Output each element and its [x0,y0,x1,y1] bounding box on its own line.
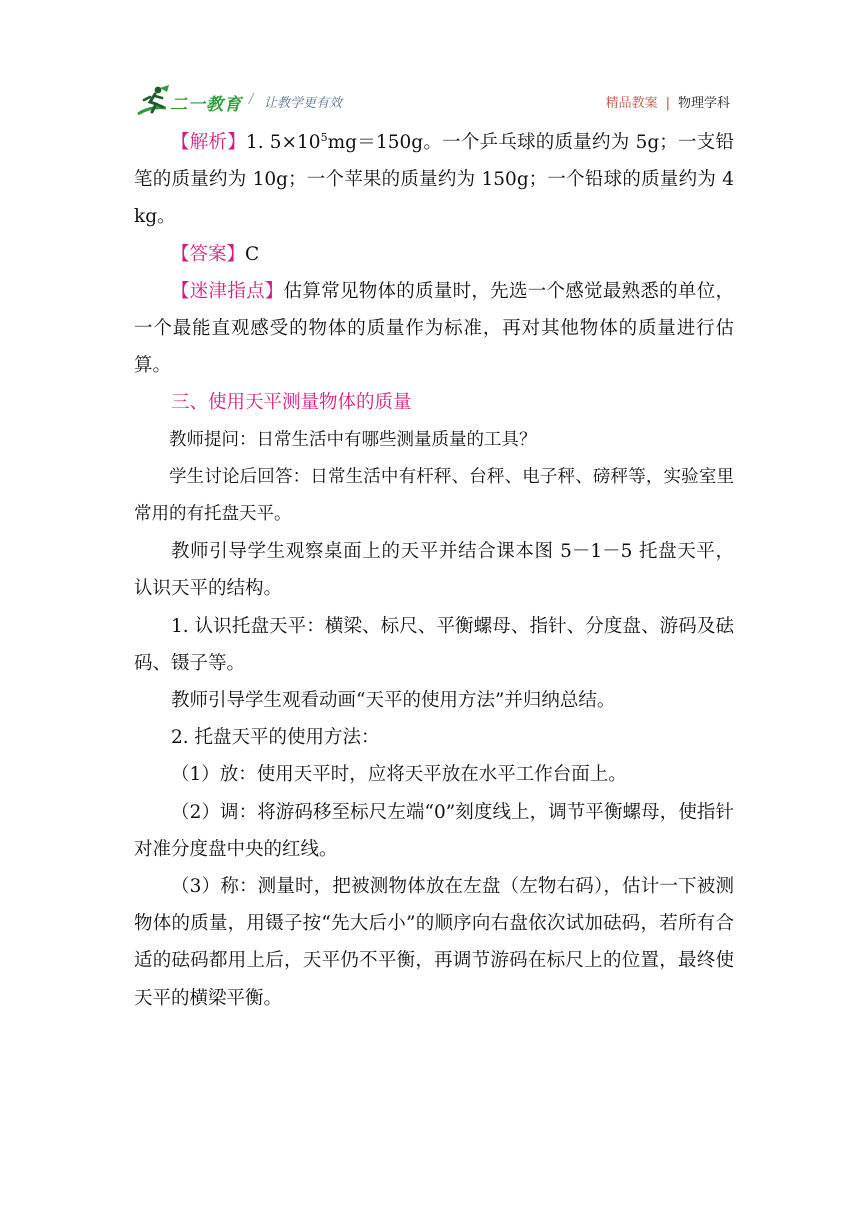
teacher-question: 教师提问：日常生活中有哪些测量质量的工具？ [169,429,537,450]
paragraph-structure: 1. 认识托盘天平：横梁、标尺、平衡螺母、指针、分度盘、游码及砝码、镊子等。 [134,615,734,674]
header-meta [606,92,730,111]
runner-logo-icon [136,84,172,118]
answer-text: C [245,243,260,265]
analysis-tag: 【解析】 [171,132,246,153]
tip-tag: 【迷津指点】 [171,280,284,302]
answer-paragraph [134,236,734,273]
student-answer: 学生讨论后回答：日常生活中有杆秤、台秤、电子秤、磅秤等，实验室里常用的有托盘天平。 [134,466,734,525]
logo-name: 二一教育 [170,95,242,115]
tip-text: 估算常见物体的质量时，先选一个感觉最熟悉的单位，一个最能直观感受的物体的质量作为标准，再对其他物体的质量进行估算。 [134,280,734,377]
paragraph-step-weigh: （3）称：测量时，把被测物体放在左盘（左物右码），估计一下被测物体的质量，用镊子按“先大后小”的顺序向右盘依次试加砝码，若所有合适的砝码都用上后，天平仍不平衡，再调节游码在标尺上的位置，最终使天平的横梁平衡。 [134,876,734,1009]
paragraph-method-title: 2. 托盘天平的使用方法： [171,727,380,749]
section-heading: 三、使用天平测量物体的质量 [171,392,412,414]
subject-label: 物理学科 [677,96,730,111]
answer-tag: 【答案】 [171,243,246,265]
paragraph-animation: 教师引导学生观看动画“天平的使用方法”并归纳总结。 [171,690,616,712]
analysis-paragraph [134,124,734,236]
header-separator: | [665,96,670,111]
logo-slash: / [249,92,254,107]
paragraph-step-adjust: （2）调：将游码移至标尺左端“0”刻度线上，调节平衡螺母，使指针对准分度盘中央的红线。 [134,801,734,860]
analysis-text: mg＝150g。一个乒乓球的质量约为 5g；一支铅笔的质量约为 10g；一个苹果的质量约为 150g；一个铅球的质量约为 4kg。 [134,132,734,228]
paragraph-step-place: （1）放：使用天平时，应将天平放在水平工作台面上。 [171,764,627,786]
tip-paragraph [134,273,734,385]
logo [136,84,366,120]
category-label: 精品教案 [605,96,658,111]
analysis-pre: 1. 5×10 [245,132,321,153]
document-body [134,124,734,1017]
page-header [136,84,730,120]
paragraph-observe: 教师引导学生观察桌面上的天平并结合课本图 5－1－5 托盘天平，认识天平的结构。 [134,541,734,600]
analysis-exponent: 5 [320,130,328,144]
slogan: 让教学更有效 [264,96,343,111]
